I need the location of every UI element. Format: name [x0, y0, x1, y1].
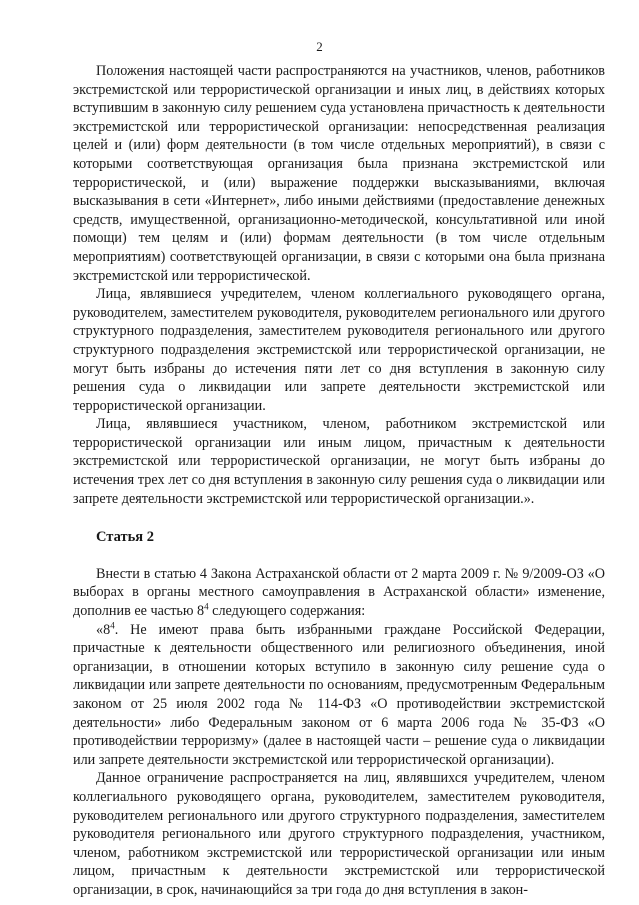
intro-superscript: 4: [204, 601, 209, 612]
intro-text: Внести в статью 4 Закона Астраханской области от 2 марта 2009 г. № 9/2009-ОЗ «О выборах в органы местного самоуправления в Астраханской области» изменение, дополнив ее частью 8: [73, 565, 605, 620]
quote-prefix: «8: [96, 621, 111, 638]
paragraph: Данное ограничение распространяется на лиц, являвшихся учредителем, членом коллегиального руководящего органа, руководителем, заместителем руководителя, руководителем регионального или другого структурного подразделения, заместителем руководителя регионального или другого структурного подразделения, участником, членом, работником экстремистской или террористической организации или иным лицом, причастным к деятельности экстремистской или террористической организации, в срок, начинающийся за три года до дня вступления в закон-: [73, 770, 605, 898]
intro-text-tail: следующего содержания:: [208, 603, 366, 620]
quote-text: . Не имеют права быть избранными граждане Российской Федерации, причастные к деятельности общественного или религиозного объединения, иной организации, в отношении которых вступило в законную силу решение суда о ликвидации или запрете деятельности по основаниям, предусмотренным Федеральным законом от 25 июля 2002 года № 114-ФЗ «О противодействии экстремистской деятельности» либо Федеральным законом от 6 марта 2006 года № 35-ФЗ «О противодействии терроризму» (далее в настоящей части – решение суда о ликвидации или запрете деятельности экстремистской или террористической организации).: [73, 621, 605, 768]
quoted-paragraph: [73, 621, 605, 770]
quote-superscript: 4: [110, 619, 115, 630]
paragraph: Положения настоящей части распространяются на участников, членов, работников экстремистской или террористической организации и иных лиц, в действиях которых вступившим в законную силу решением суда установлена причастность к деятельности экстремистской или террористической организации: непосредственная реализация целей и (или) форм деятельности (в том числе отдельных мероприятий), в связи с которыми соответствующая организация была признана экстремистской или террористической, и (или) выражение поддержки высказываниями, включая высказывания в сети «Интернет», либо иными действиями (предоставление денежных средств, имущественной, организационно-методической, консультативной или иной помощи) тем целям и (или) формам деятельности (в том числе отдельным мероприятиям) соответствующей организации, в связи с которыми она была признана экстремистской или террористической.: [73, 63, 605, 284]
paragraph: Лица, являвшиеся учредителем, членом коллегиального руководящего органа, руководителем, заместителем руководителя, руководителем регионального или другого структурного подразделения, заместителем руководителя регионального или другого структурного подразделения экстремистской или террористической организации, не могут быть избраны до истечения пяти лет со дня вступления в законную силу решения суда о ликвидации или запрете деятельности экстремистской или террористической организации.: [73, 286, 605, 414]
page-number: 2: [316, 39, 323, 54]
document-body: [73, 62, 605, 900]
article-heading: Статья 2: [96, 529, 154, 546]
paragraph: Лица, являвшиеся участником, членом, работником экстремистской или террористической организации или иным лицом, причастным к деятельности экстремистской или террористической организации, не могут быть избраны до истечения трех лет со дня вступления в законную силу решения суда о ликвидации или запрете деятельности экстремистской или террористической организации.».: [73, 416, 605, 507]
article-intro-paragraph: [73, 565, 605, 621]
